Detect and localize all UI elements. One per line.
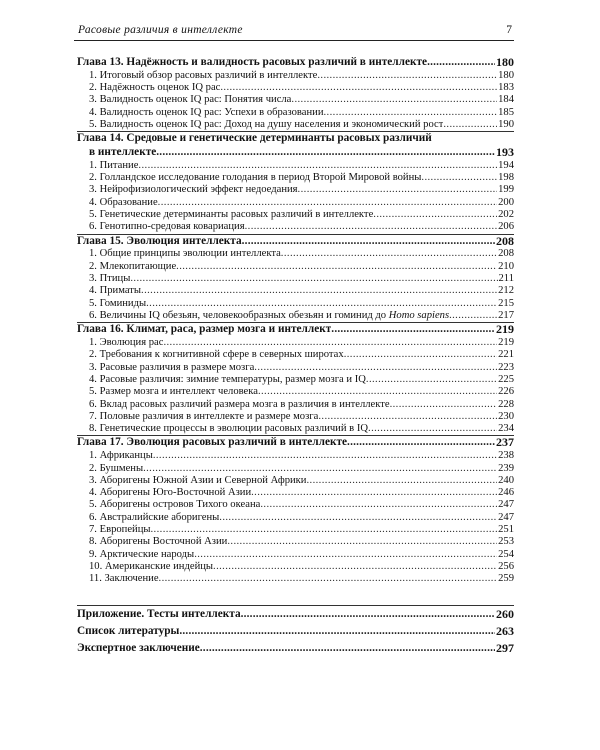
entry-title: 10. Американские индейцы	[89, 560, 214, 572]
chapter-title: Глава 16. Климат, раса, размер мозга и интеллект	[77, 323, 332, 336]
leader-dots	[281, 248, 497, 260]
toc-entry[interactable]	[77, 310, 514, 322]
entry-page: 226	[498, 386, 514, 398]
entry-title: 3. Расовые различия в размере мозга	[89, 361, 255, 373]
entry-page: 215	[498, 297, 514, 309]
toc-entry[interactable]	[77, 248, 514, 260]
chapter-title: Глава 17. Эволюция расовых различий в интеллекте	[77, 436, 348, 449]
toc-entry[interactable]	[77, 374, 514, 386]
entry-page: 217	[498, 309, 514, 321]
leader-dots	[258, 386, 497, 398]
toc-entry[interactable]	[77, 499, 514, 511]
table-of-contents	[77, 56, 514, 657]
entry-page: 259	[498, 573, 514, 585]
entry-page: 225	[498, 373, 514, 385]
entry-title: 4. Валидность оценок IQ рас: Успехи в образовании	[89, 106, 324, 118]
appendix-entry[interactable]	[77, 606, 514, 623]
entry-title: 5. Размер мозга и интеллект человека	[89, 386, 258, 398]
toc-entry[interactable]	[77, 209, 514, 221]
leader-dots	[130, 273, 497, 285]
entry-page: 200	[498, 196, 514, 208]
leader-dots	[427, 56, 495, 70]
chapter-15-heading[interactable]	[77, 235, 514, 249]
toc-entry[interactable]	[77, 536, 514, 548]
chapter-15-section	[77, 234, 514, 323]
toc-entry[interactable]	[77, 411, 514, 423]
entry-page: 210	[498, 260, 514, 272]
toc-entry[interactable]	[77, 512, 514, 524]
leader-dots	[344, 349, 497, 361]
leader-dots	[176, 261, 497, 273]
entry-title: 4. Расовые различия: зимние температуры, размер мозга и IQ	[89, 373, 366, 385]
toc-entry[interactable]	[77, 298, 514, 310]
chapter-14-heading-cont[interactable]	[77, 146, 514, 160]
entry-title: 5. Генетические детерминанты расовых различий в интеллекте	[89, 209, 374, 221]
entry-title: 2. Требования к когнитивной сфере в северных широтах	[89, 349, 344, 361]
entry-page: 199	[498, 184, 514, 196]
toc-entry[interactable]	[77, 573, 514, 585]
header-rule	[74, 40, 514, 41]
leader-dots	[347, 436, 495, 450]
entry-title: 1. Эволюция рас	[89, 337, 164, 349]
entry-page: 240	[498, 474, 514, 486]
leader-dots	[324, 107, 498, 119]
running-header-title: Расовые различия в интеллекте	[78, 24, 243, 36]
chapter-14-section	[77, 131, 514, 233]
entry-title-text: 6. Величины IQ обезьян, человекообразных обезьян и гоминид до	[89, 309, 387, 321]
entry-page: 260	[496, 607, 514, 622]
entry-page: 297	[496, 641, 514, 656]
toc-entry[interactable]	[77, 524, 514, 536]
entry-page: 247	[498, 511, 514, 523]
entry-title: 2. Голландское исследование голодания в период Второй Мировой войны	[89, 172, 422, 184]
entry-title: 1. Общие принципы эволюции интеллекта	[89, 248, 281, 260]
toc-entry[interactable]	[77, 463, 514, 475]
entry-page: 223	[498, 361, 514, 373]
entry-page: 219	[498, 337, 514, 349]
chapter-title: Глава 15. Эволюция интеллекта	[77, 234, 242, 247]
leader-dots	[179, 623, 495, 640]
entry-page: 208	[498, 248, 514, 260]
entry-title: 3. Валидность оценок IQ рас: Понятия числа	[89, 94, 292, 106]
entry-title: 6. Вклад расовых различий размера мозга в различия в интеллекте	[89, 398, 390, 410]
entry-title: 1. Итоговый обзор расовых различий в интеллекте	[89, 69, 318, 81]
entry-page: 185	[498, 106, 514, 118]
entry-title: 3. Птицы	[89, 273, 131, 285]
toc-entry[interactable]	[77, 172, 514, 184]
leader-dots	[390, 399, 498, 411]
chapter-14-heading[interactable]	[77, 132, 514, 146]
entry-title: 7. Половые различия в интеллекте и размере мозга	[89, 410, 319, 422]
chapter-17-section	[77, 435, 514, 585]
leader-dots	[220, 82, 497, 94]
toc-entry[interactable]	[77, 399, 514, 411]
entry-title	[77, 310, 449, 322]
entry-title: 1. Африканцы	[89, 450, 153, 462]
leader-dots	[156, 146, 495, 160]
toc-entry[interactable]	[77, 82, 514, 94]
entry-title: 1. Питание	[89, 159, 139, 171]
entry-page: 180	[498, 69, 514, 81]
leader-dots	[331, 323, 495, 337]
leader-dots	[298, 184, 498, 196]
chapter-17-heading[interactable]	[77, 436, 514, 450]
entry-page: 190	[498, 118, 514, 130]
toc-entry[interactable]	[77, 184, 514, 196]
entry-page: 221	[498, 349, 514, 361]
leader-dots	[241, 606, 495, 623]
entry-page: 251	[498, 523, 514, 535]
entry-title: 8. Аборигены Восточной Азии	[89, 536, 228, 548]
leader-dots	[242, 235, 495, 249]
entry-page: 184	[498, 94, 514, 106]
leader-dots	[251, 487, 497, 499]
entry-title: 2. Бушмены	[89, 462, 144, 474]
toc-entry[interactable]	[77, 450, 514, 462]
entry-title: 2. Млекопитающие	[89, 260, 177, 272]
entry-page: 247	[498, 499, 514, 511]
toc-entry[interactable]	[77, 549, 514, 561]
chapter-13-section	[77, 56, 514, 131]
leader-dots	[306, 475, 497, 487]
chapter-page: 237	[496, 436, 514, 450]
toc-entry[interactable]	[77, 423, 514, 435]
entry-page: 183	[498, 82, 514, 94]
leader-dots	[141, 285, 497, 297]
leader-dots	[366, 374, 497, 386]
leader-dots	[421, 172, 497, 184]
chapter-page: 180	[496, 56, 514, 69]
bibliography-entry[interactable]	[77, 623, 514, 640]
toc-entry[interactable]	[77, 119, 514, 131]
leader-dots	[260, 499, 497, 511]
entry-page: 239	[498, 462, 514, 474]
leader-dots	[317, 70, 497, 82]
chapter-16-section	[77, 322, 514, 435]
entry-page: 263	[496, 624, 514, 639]
chapter-title: Глава 13. Надёжность и валидность расовых различий в интеллекте	[77, 56, 428, 68]
entry-title: 4. Приматы	[89, 285, 142, 297]
entry-title-italic: Homo sapiens	[388, 309, 450, 321]
entry-page: 206	[498, 221, 514, 233]
toc-entry[interactable]	[77, 386, 514, 398]
entry-page: 254	[498, 548, 514, 560]
toc-entry[interactable]	[77, 273, 514, 285]
leader-dots	[151, 524, 498, 536]
entry-title: 3. Аборигены Южной Азии и Северной Африки	[89, 474, 307, 486]
toc-entry[interactable]	[77, 349, 514, 361]
entry-title: 4. Аборигены Юго-Восточной Азии	[89, 487, 252, 499]
toc-entry[interactable]	[77, 487, 514, 499]
entry-page: 212	[498, 285, 514, 297]
leader-dots	[254, 362, 497, 374]
chapter-16-heading[interactable]	[77, 323, 514, 337]
toc-entry[interactable]	[77, 94, 514, 106]
entry-page: 230	[498, 410, 514, 422]
chapter-page: 193	[496, 146, 514, 160]
leader-dots	[227, 536, 497, 548]
leader-dots	[213, 561, 497, 573]
entry-title: 6. Генотипно-средовая ковариация	[89, 221, 245, 233]
entry-title: 7. Европейцы	[89, 523, 151, 535]
entry-page: 253	[498, 536, 514, 548]
toc-entry[interactable]	[77, 475, 514, 487]
toc-entry[interactable]	[77, 197, 514, 209]
page-number: 7	[506, 24, 512, 36]
leader-dots	[163, 337, 497, 349]
entry-title: 8. Генетические процессы в эволюции расовых различий в IQ	[89, 423, 369, 435]
entry-title: 3. Нейрофизиологический эффект недоедания	[89, 184, 298, 196]
entry-title: 9. Арктические народы	[89, 548, 195, 560]
entry-page: 246	[498, 487, 514, 499]
entry-page: 198	[498, 172, 514, 184]
entry-title: 6. Австралийские аборигены	[89, 511, 220, 523]
chapter-page: 208	[496, 234, 514, 248]
entry-title: Список литературы	[77, 625, 180, 638]
entry-title: 5. Валидность оценок IQ рас: Доход на душу населения и экономический рост	[89, 118, 444, 130]
toc-entry[interactable]	[77, 285, 514, 297]
leader-dots	[219, 512, 497, 524]
leader-dots	[291, 94, 497, 106]
entry-title: 4. Образование	[89, 196, 158, 208]
leader-dots	[158, 197, 497, 209]
entry-page: 234	[498, 423, 514, 435]
leader-dots	[368, 423, 497, 435]
toc-entry[interactable]	[77, 561, 514, 573]
leader-dots	[443, 119, 497, 131]
toc-entry[interactable]	[77, 261, 514, 273]
toc-entry[interactable]	[77, 221, 514, 233]
entry-title: Приложение. Тесты интеллекта	[77, 608, 241, 621]
leader-dots	[153, 450, 497, 462]
toc-entry[interactable]	[77, 337, 514, 349]
chapter-title: Глава 14. Средовые и генетические детерминанты расовых различий	[77, 132, 432, 145]
entry-page: 238	[498, 450, 514, 462]
entry-page: 194	[498, 159, 514, 171]
leader-dots	[194, 549, 497, 561]
leader-dots	[138, 160, 497, 172]
leader-dots	[373, 209, 497, 221]
entry-page: 256	[498, 560, 514, 572]
entry-title: 2. Надёжность оценок IQ рас	[89, 82, 221, 94]
entry-title: 5. Аборигены островов Тихого океана	[89, 499, 261, 511]
leader-dots	[146, 298, 497, 310]
expert-conclusion-entry[interactable]	[77, 640, 514, 657]
leader-dots	[449, 310, 497, 322]
leader-dots	[245, 221, 498, 233]
leader-dots	[318, 411, 497, 423]
entry-title: Экспертное заключение	[77, 642, 200, 655]
toc-entry[interactable]	[77, 70, 514, 82]
entry-title: 5. Гоминиды	[89, 297, 147, 309]
toc-entry[interactable]	[77, 160, 514, 172]
leader-dots	[143, 463, 497, 475]
toc-entry[interactable]	[77, 362, 514, 374]
chapter-13-heading[interactable]	[77, 56, 514, 70]
chapter-page: 219	[496, 323, 514, 337]
entry-title: 11. Заключение	[89, 573, 159, 585]
entry-page: 202	[498, 209, 514, 221]
entry-page: 211	[498, 273, 514, 285]
leader-dots	[200, 640, 495, 657]
entry-page: 228	[498, 398, 514, 410]
end-matter-section	[77, 605, 514, 657]
leader-dots	[159, 573, 498, 585]
running-header	[74, 24, 514, 40]
toc-entry[interactable]	[77, 107, 514, 119]
chapter-title-cont: в интеллекте	[89, 146, 157, 159]
